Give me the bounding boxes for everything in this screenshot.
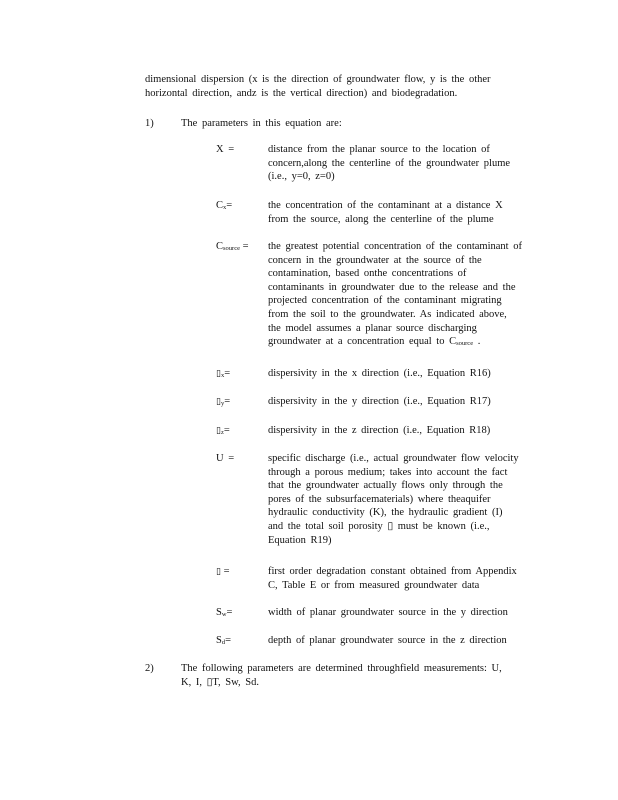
term-subscript: x xyxy=(223,204,227,211)
definition-alpha-y xyxy=(268,395,540,409)
term-subscript: y xyxy=(220,400,225,407)
term-u xyxy=(216,452,234,466)
term-subscript: x xyxy=(220,372,225,379)
definition-line: first order degradation constant obtained from Appendix xyxy=(268,566,517,577)
definition-line: width of planar groundwater source in the y direction xyxy=(268,607,508,618)
definition-line: (i.e., y=0, z=0) xyxy=(268,171,335,183)
item-2-line: K, I, ▯T, Sw, Sd. xyxy=(181,676,259,688)
item-1-number: 1) xyxy=(145,118,154,129)
lambda-symbol-icon: ▯ xyxy=(216,566,221,576)
definition-line: the greatest potential concentration of the contaminant of xyxy=(268,241,522,252)
definition-line: and the total soil porosity ▯ must be known (i.e., xyxy=(268,520,490,532)
term-sw xyxy=(216,606,232,620)
term-subscript: d xyxy=(221,639,226,646)
term-alpha-y xyxy=(216,395,230,409)
line-end-period: . xyxy=(477,336,481,348)
term-equals: = xyxy=(228,453,235,464)
term-sd xyxy=(216,634,231,648)
term-alpha-z xyxy=(216,424,230,438)
definition-line: the concentration of the contaminant at a distance X xyxy=(268,200,503,211)
definition-line: distance from the planar source to the location of xyxy=(268,144,490,155)
definition-x xyxy=(268,143,540,184)
definition-line-text: groundwater at a concentration equal to C xyxy=(268,336,457,348)
term-equals: = xyxy=(223,425,230,436)
term-alpha-x xyxy=(216,367,230,381)
term-subscript: z xyxy=(220,429,224,436)
term-symbol: S xyxy=(216,635,222,646)
definition-sw xyxy=(268,606,540,620)
term-equals: = xyxy=(224,368,231,379)
term-symbol: C xyxy=(216,241,224,252)
intro-paragraph xyxy=(145,73,515,100)
definition-line: specific discharge (i.e., actual groundwater flow velocity xyxy=(268,453,519,464)
definition-alpha-x xyxy=(268,367,540,381)
term-equals: = xyxy=(226,200,233,211)
intro-line: dimensional dispersion (x is the direction of groundwater flow, y is the other xyxy=(145,74,491,85)
term-subscript: w xyxy=(221,611,227,618)
item-1-text: The parameters in this equation are: xyxy=(181,118,342,129)
definition-line: C, Table E or from measured groundwater data xyxy=(268,579,480,591)
definition-line: that the groundwater actually flows only through the xyxy=(268,480,503,492)
term-symbol: C xyxy=(216,200,224,211)
definition-u xyxy=(268,452,540,547)
item-2-line: The following parameters are determined throughfield measurements: U, xyxy=(181,663,502,674)
term-equals: = xyxy=(242,241,249,252)
term-lambda xyxy=(216,565,230,579)
definition-line: through a porous medium; takes into account the fact xyxy=(268,466,508,478)
definition-line: pores of the subsurfacematerials) where theaquifer xyxy=(268,493,491,505)
definition-line: concern,along the centerline of the groundwater plume xyxy=(268,157,511,169)
definition-line: dispersivity in the z direction (i.e., Equation R18) xyxy=(268,425,491,436)
intro-line: horizontal direction, andz is the vertical direction) and biodegradation. xyxy=(145,87,458,99)
term-symbol: S xyxy=(216,607,222,618)
item-2-number: 2) xyxy=(145,663,154,674)
definition-sd xyxy=(268,634,540,648)
definition-csource xyxy=(268,240,540,349)
definition-line: from the soil to the groundwater. As indicated above, xyxy=(268,308,507,320)
definition-line: projected concentration of the contaminant migrating xyxy=(268,295,502,307)
definition-line: from the source, along the centerline of the plume xyxy=(268,213,494,225)
term-equals: = xyxy=(224,396,231,407)
inline-subscript: source xyxy=(456,340,474,348)
alpha-symbol-icon: ▯ xyxy=(216,425,221,435)
definition-line: concern in the groundwater at the source of the xyxy=(268,254,482,266)
definition-line: contamination, based onthe concentrations of xyxy=(268,268,467,280)
term-csource xyxy=(216,240,249,254)
definition-line: dispersivity in the x direction (i.e., Equation R16) xyxy=(268,368,491,379)
definition-line: Equation R19) xyxy=(268,534,332,546)
definition-cx xyxy=(268,199,540,226)
term-subscript: source xyxy=(223,245,240,252)
term-equals: = xyxy=(226,607,233,618)
term-equals: = xyxy=(223,566,230,577)
term-equals: = xyxy=(228,144,235,155)
term-x xyxy=(216,143,234,157)
definition-line: the model assumes a planar source discharging xyxy=(268,322,477,334)
term-cx xyxy=(216,199,232,213)
alpha-symbol-icon: ▯ xyxy=(216,368,221,378)
alpha-symbol-icon: ▯ xyxy=(216,396,221,406)
term-equals: = xyxy=(225,635,232,646)
definition-line: depth of planar groundwater source in the z direction xyxy=(268,635,507,646)
definition-line: contaminants in groundwater due to the release and the xyxy=(268,281,516,293)
definition-alpha-z xyxy=(268,424,540,438)
term-symbol: X xyxy=(216,144,224,155)
definition-line: hydraulic conductivity (K), the hydraulic gradient (I) xyxy=(268,507,503,519)
term-symbol: U xyxy=(216,453,224,464)
definition-line xyxy=(268,335,540,349)
definition-line: dispersivity in the y direction (i.e., Equation R17) xyxy=(268,396,491,407)
item-2-text xyxy=(181,662,541,689)
definition-lambda xyxy=(268,565,540,592)
